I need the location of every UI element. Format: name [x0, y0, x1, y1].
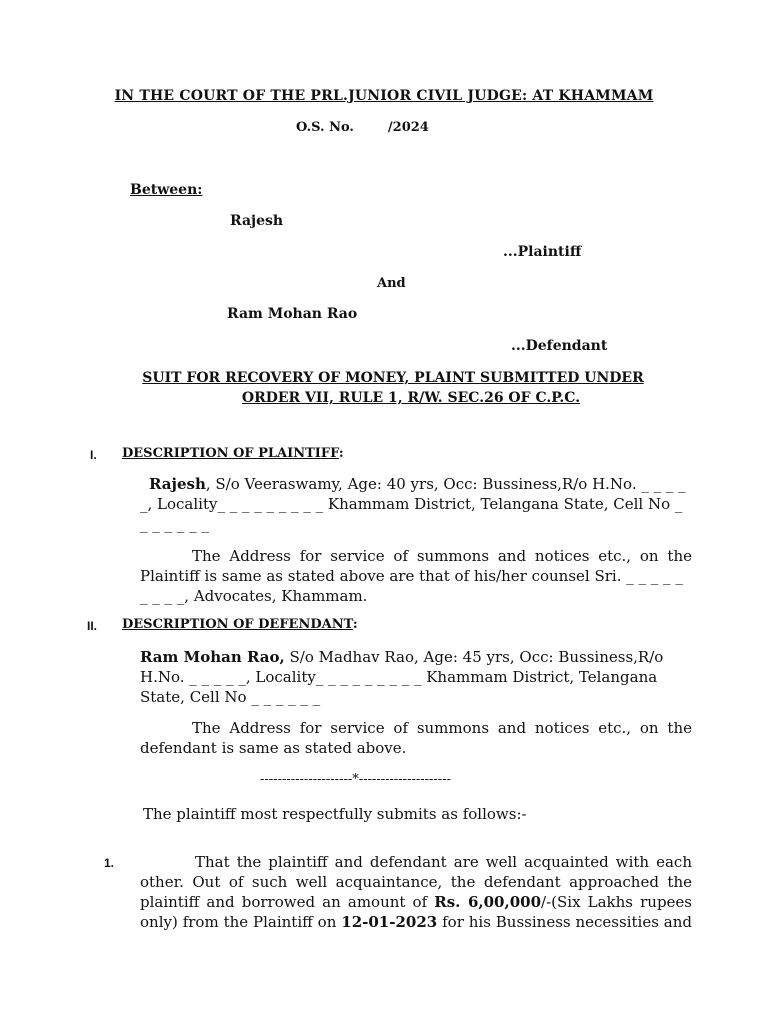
para1-line3-post: /-(Six Lakhs rupees	[541, 893, 693, 911]
court-title-text: IN THE COURT OF THE PRL.JUNIOR CIVIL JUDGE: AT KHAMMAM	[114, 88, 654, 104]
defendant-description	[140, 647, 692, 707]
suit-title-line2: ORDER VII, RULE 1, R/W. SEC.26 OF C.P.C.	[241, 390, 581, 406]
defendant-description-line3: State, Cell No _ _ _ _ _ _	[140, 688, 321, 706]
plaintiff-description-line1: , S/o Veeraswamy, Age: 40 yrs, Occ: Bussiness,R/o H.No. _ _ _ _	[205, 475, 686, 493]
plaintiff-description-line2: _, Locality_ _ _ _ _ _ _ _ _ Khammam District, Telangana State, Cell No _	[140, 495, 683, 513]
defendant-address-line1: The Address for service of summons and notices etc., on the	[192, 719, 692, 737]
para1-amount: Rs. 6,00,000	[434, 893, 542, 911]
plaintiff-address-line3: _ _ _ _, Advocates, Khammam.	[140, 587, 368, 605]
intro-statement: The plaintiff most respectfully submits as follows:-	[143, 805, 527, 823]
para1-text	[140, 852, 692, 932]
separator: ---------------------*---------------------	[260, 772, 451, 787]
suit-title-line1: SUIT FOR RECOVERY OF MONEY, PLAINT SUBMITTED UNDER	[142, 370, 644, 386]
defendant-description-line2: H.No. _ _ _ _ _, Locality_ _ _ _ _ _ _ _ _ Khammam District, Telangana	[140, 668, 658, 686]
para1-line4-post: for his Bussiness necessities and	[437, 913, 692, 931]
para1-number: 1.	[104, 856, 115, 870]
plaintiff-address-line1: The Address for service of summons and notices etc., on the	[192, 547, 692, 565]
plaintiff-description-line3: _ _ _ _ _ _	[140, 515, 209, 533]
section1-heading	[122, 446, 344, 461]
plaintiff-address	[140, 546, 692, 606]
court-title	[0, 88, 768, 104]
case-number-year: /2024	[387, 120, 429, 135]
para1-date: 12-01-2023	[341, 913, 438, 931]
case-number	[296, 120, 429, 135]
para1-line3-pre: plaintiff and borrowed an amount of	[140, 893, 435, 911]
section1-numeral: I.	[90, 448, 97, 462]
plaintiff-description	[140, 474, 692, 534]
defendant-address-line2: defendant is same as stated above.	[140, 739, 407, 757]
between-label: Between:	[130, 182, 203, 198]
section2-heading-colon: :	[352, 617, 358, 632]
and-label: And	[377, 276, 406, 291]
plaintiff-role: ...Plaintiff	[503, 244, 582, 260]
plaintiff-address-line2: Plaintiff is same as stated above are that of his/her counsel Sri. _ _ _ _ _	[140, 567, 683, 585]
defendant-address	[140, 718, 692, 758]
section2-heading-text: DESCRIPTION OF DEFENDANT	[122, 617, 353, 632]
defendant-description-name: Ram Mohan Rao,	[140, 648, 285, 666]
para1-line2: other. Out of such well acquaintance, the defendant approached the	[140, 873, 692, 891]
plaintiff-description-name: Rajesh	[149, 475, 206, 493]
para1-line1: That the plaintiff and defendant are well acquainted with each	[195, 853, 692, 871]
case-number-prefix: O.S. No.	[296, 120, 354, 135]
defendant-description-line1: S/o Madhav Rao, Age: 45 yrs, Occ: Bussiness,R/o	[284, 648, 664, 666]
section2-numeral: II.	[87, 619, 98, 633]
para1-line4-pre: only) from the Plaintiff on	[140, 913, 342, 931]
plaintiff-name: Rajesh	[230, 213, 284, 229]
section1-heading-text: DESCRIPTION OF PLAINTIFF	[122, 446, 339, 461]
section1-heading-colon: :	[338, 446, 344, 461]
defendant-name: Ram Mohan Rao	[227, 306, 358, 322]
defendant-role: ...Defendant	[511, 338, 608, 354]
section2-heading	[122, 617, 358, 632]
